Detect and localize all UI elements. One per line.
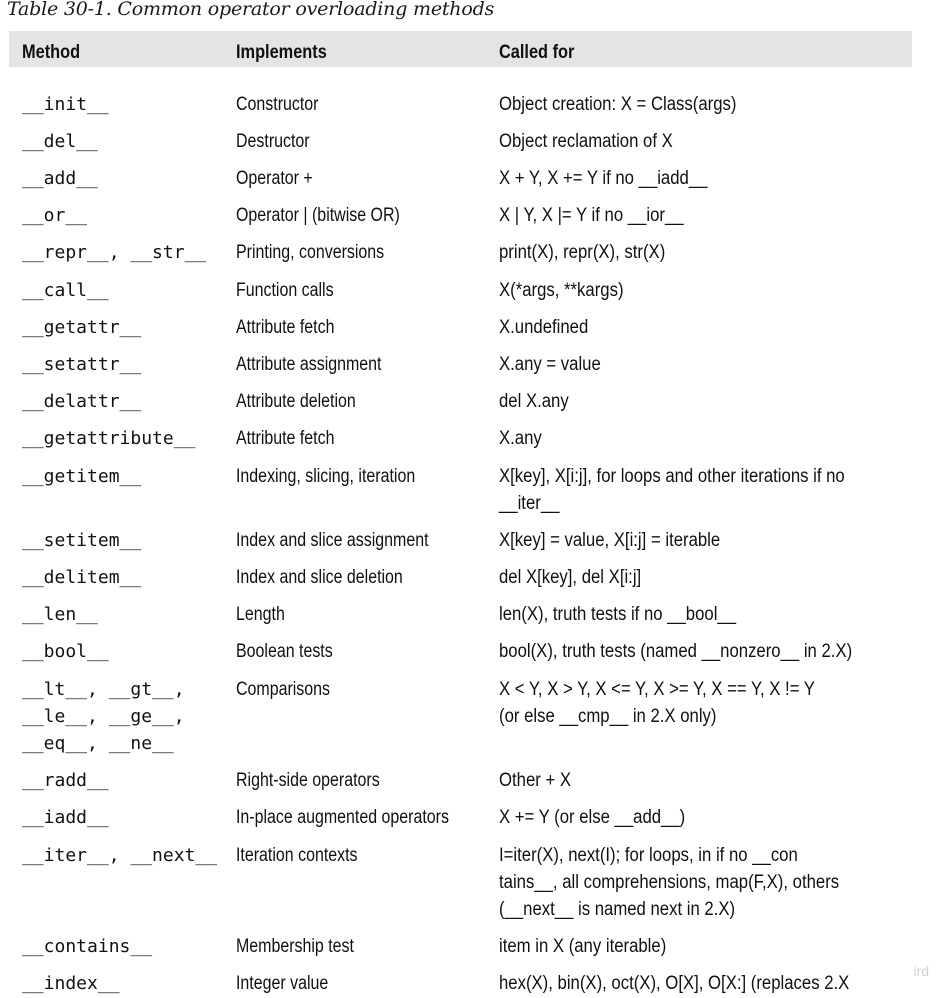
implements-line: [236, 970, 346, 997]
implements-text: Right-side operators: [236, 770, 380, 791]
method-cell: [22, 165, 98, 192]
implements-line: [236, 165, 327, 192]
method-cell: [22, 601, 98, 628]
implements-text: Operator +: [236, 168, 313, 189]
header-method: Method: [22, 42, 81, 63]
method-cell: [22, 804, 109, 831]
implements-line: [236, 351, 409, 378]
implements-text: Integer value: [236, 973, 329, 994]
implements-line: [236, 128, 324, 155]
called-for-line: [499, 767, 581, 794]
called-for-line: [499, 351, 615, 378]
implements-cell: [236, 351, 409, 378]
implements-cell: [236, 388, 379, 415]
method-name: __index__: [22, 973, 120, 994]
called-for-cell: [499, 239, 688, 266]
implements-line: [236, 91, 334, 118]
method-cell: [22, 970, 120, 997]
method-cell: [22, 239, 206, 266]
method-name: __setitem__: [22, 530, 142, 551]
method-name: __repr__, __str__: [22, 242, 207, 263]
implements-line: [236, 463, 449, 490]
called-for-cell: [499, 314, 600, 341]
method-cell: [22, 351, 141, 378]
implements-text: Operator | (bitwise OR): [236, 205, 400, 226]
implements-cell: [236, 239, 412, 266]
called-for-cell: [499, 842, 886, 923]
called-for-text: X < Y, X > Y, X <= Y, X >= Y, X == Y, X != Y: [499, 679, 815, 700]
called-for-text: X.undefined: [499, 317, 589, 338]
implements-cell: [236, 804, 490, 831]
called-for-line: [499, 869, 886, 896]
implements-text: Attribute fetch: [236, 317, 335, 338]
implements-text: Printing, conversions: [236, 242, 385, 263]
called-for-cell: [499, 933, 689, 960]
implements-text: Constructor: [236, 94, 319, 115]
called-for-cell: [499, 91, 769, 118]
method-cell: [22, 314, 141, 341]
method-name: __le__, __ge__,: [22, 706, 185, 727]
implements-cell: [236, 425, 353, 452]
called-for-text: __iter__: [499, 493, 560, 514]
implements-cell: [236, 463, 449, 490]
called-for-line: [499, 277, 641, 304]
method-name: __iadd__: [22, 807, 109, 828]
called-for-text: X.any: [499, 428, 542, 449]
called-for-text: Other + X: [499, 770, 572, 791]
implements-cell: [236, 933, 376, 960]
called-for-line: [499, 314, 600, 341]
called-for-text: (__next__ is named next in 2.X): [499, 899, 736, 920]
implements-text: Membership test: [236, 936, 354, 957]
called-for-cell: [499, 970, 897, 997]
method-name: __contains__: [22, 936, 153, 957]
called-for-text: I=iter(X), next(I); for loops, in if no __con: [499, 845, 798, 866]
called-for-line: [499, 128, 696, 155]
called-for-text: tains__, all comprehensions, map(F,X), others: [499, 872, 840, 893]
method-name: __getattribute__: [22, 428, 196, 449]
called-for-cell: [499, 676, 858, 730]
called-for-text: Object creation: X = Class(args): [499, 94, 737, 115]
called-for-cell: [499, 202, 709, 229]
called-for-cell: [499, 767, 581, 794]
table-caption: Table 30-1. Common operator overloading methods: [7, 0, 495, 20]
called-for-cell: [499, 804, 711, 831]
method-cell: [22, 425, 195, 452]
called-for-cell: [499, 463, 892, 517]
called-for-line: [499, 970, 897, 997]
implements-line: [236, 277, 352, 304]
called-for-text: X[key], X[i:j], for loops and other iterations if no: [499, 466, 845, 487]
called-for-line: [499, 564, 661, 591]
method-name: __radd__: [22, 770, 109, 791]
method-cell: [22, 767, 109, 794]
method-name: __setattr__: [22, 354, 142, 375]
implements-cell: [236, 564, 435, 591]
implements-cell: [236, 91, 334, 118]
table-header: [9, 31, 912, 67]
method-cell: [22, 202, 87, 229]
method-cell: [22, 463, 141, 490]
method-name: __getattr__: [22, 317, 142, 338]
called-for-cell: [499, 601, 768, 628]
implements-line: [236, 804, 490, 831]
implements-text: Comparisons: [236, 679, 331, 700]
implements-line: [236, 388, 379, 415]
method-cell: [22, 527, 141, 554]
method-cell: [22, 128, 98, 155]
implements-cell: [236, 638, 351, 665]
implements-cell: [236, 676, 348, 703]
called-for-line: [499, 842, 886, 869]
implements-line: [236, 239, 412, 266]
implements-text: In-place augmented operators: [236, 807, 449, 828]
method-name: __or__: [22, 205, 88, 226]
called-for-text: X += Y (or else __add__): [499, 807, 686, 828]
method-name: __iter__, __next__: [22, 845, 218, 866]
called-for-cell: [499, 128, 696, 155]
method-name: __delitem__: [22, 567, 142, 588]
called-for-line: [499, 896, 886, 923]
called-for-text: del X.any: [499, 391, 569, 412]
called-for-line: [499, 425, 548, 452]
implements-line: [236, 601, 294, 628]
called-for-cell: [499, 564, 661, 591]
called-for-line: [499, 638, 900, 665]
method-name: __init__: [22, 94, 109, 115]
called-for-text: del X[key], del X[i:j]: [499, 567, 642, 588]
called-for-text: X + Y, X += Y if no __iadd__: [499, 168, 708, 189]
called-for-line: [499, 91, 769, 118]
called-for-line: [499, 202, 709, 229]
implements-text: Attribute deletion: [236, 391, 356, 412]
called-for-line: [499, 933, 689, 960]
called-for-cell: [499, 388, 578, 415]
implements-line: [236, 314, 353, 341]
called-for-line: [499, 165, 736, 192]
header-implements: Implements: [236, 42, 327, 63]
implements-text: Index and slice deletion: [236, 567, 403, 588]
called-for-line: [499, 676, 858, 703]
method-cell: [22, 842, 217, 869]
method-name: __len__: [22, 604, 98, 625]
method-cell: [22, 676, 185, 757]
implements-text: Attribute fetch: [236, 428, 335, 449]
called-for-line: [499, 527, 750, 554]
implements-text: Attribute assignment: [236, 354, 382, 375]
method-cell: [22, 277, 109, 304]
called-for-text: X(*args, **kargs): [499, 280, 624, 301]
implements-text: Iteration contexts: [236, 845, 358, 866]
implements-text: Index and slice assignment: [236, 530, 429, 551]
implements-line: [236, 425, 353, 452]
called-for-line: [499, 490, 892, 517]
called-for-line: [499, 601, 768, 628]
implements-text: Destructor: [236, 131, 310, 152]
method-name: __getitem__: [22, 466, 142, 487]
called-for-line: [499, 388, 578, 415]
method-name: __bool__: [22, 641, 109, 662]
implements-text: Length: [236, 604, 285, 625]
header-called-for: Called for: [499, 42, 575, 63]
called-for-cell: [499, 638, 900, 665]
called-for-text: X | Y, X |= Y if no __ior__: [499, 205, 684, 226]
implements-line: [236, 767, 407, 794]
implements-cell: [236, 314, 353, 341]
method-name: __lt__, __gt__,: [22, 679, 185, 700]
implements-cell: [236, 202, 431, 229]
called-for-line: [499, 804, 711, 831]
method-cell: [22, 388, 141, 415]
operator-overloading-table: [9, 31, 912, 994]
method-name: __eq__, __ne__: [22, 733, 174, 754]
method-cell: [22, 933, 152, 960]
implements-line: [236, 933, 376, 960]
called-for-text: len(X), truth tests if no __bool__: [499, 604, 737, 625]
called-for-cell: [499, 351, 615, 378]
method-name: __del__: [22, 131, 98, 152]
called-for-text: item in X (any iterable): [499, 936, 667, 957]
called-for-cell: [499, 277, 641, 304]
method-name: __call__: [22, 280, 109, 301]
implements-line: [236, 638, 351, 665]
called-for-text: (or else __cmp__ in 2.X only): [499, 706, 717, 727]
method-cell: [22, 564, 141, 591]
called-for-text: Object reclamation of X: [499, 131, 673, 152]
called-for-cell: [499, 425, 548, 452]
method-cell: [22, 91, 109, 118]
implements-line: [236, 202, 431, 229]
called-for-cell: [499, 527, 750, 554]
called-for-line: [499, 703, 858, 730]
called-for-cell: [499, 165, 736, 192]
method-name: __delattr__: [22, 391, 142, 412]
called-for-line: [499, 239, 688, 266]
implements-cell: [236, 970, 346, 997]
called-for-text: X[key] = value, X[i:j] = iterable: [499, 530, 721, 551]
implements-cell: [236, 277, 352, 304]
called-for-text: hex(X), bin(X), oct(X), O[X], O[X:] (replaces 2.X: [499, 973, 850, 994]
implements-line: [236, 676, 348, 703]
implements-cell: [236, 165, 327, 192]
watermark: ird: [913, 963, 929, 979]
called-for-text: print(X), repr(X), str(X): [499, 242, 666, 263]
implements-text: Boolean tests: [236, 641, 333, 662]
method-cell: [22, 638, 109, 665]
implements-text: Indexing, slicing, iteration: [236, 466, 416, 487]
implements-cell: [236, 128, 324, 155]
called-for-line: [499, 463, 892, 490]
implements-cell: [236, 842, 381, 869]
implements-line: [236, 564, 435, 591]
called-for-text: bool(X), truth tests (named __nonzero__ in 2.X): [499, 641, 853, 662]
called-for-text: X.any = value: [499, 354, 601, 375]
implements-text: Function calls: [236, 280, 334, 301]
implements-line: [236, 842, 381, 869]
implements-cell: [236, 601, 294, 628]
implements-cell: [236, 527, 465, 554]
implements-line: [236, 527, 465, 554]
implements-cell: [236, 767, 407, 794]
method-name: __add__: [22, 168, 98, 189]
